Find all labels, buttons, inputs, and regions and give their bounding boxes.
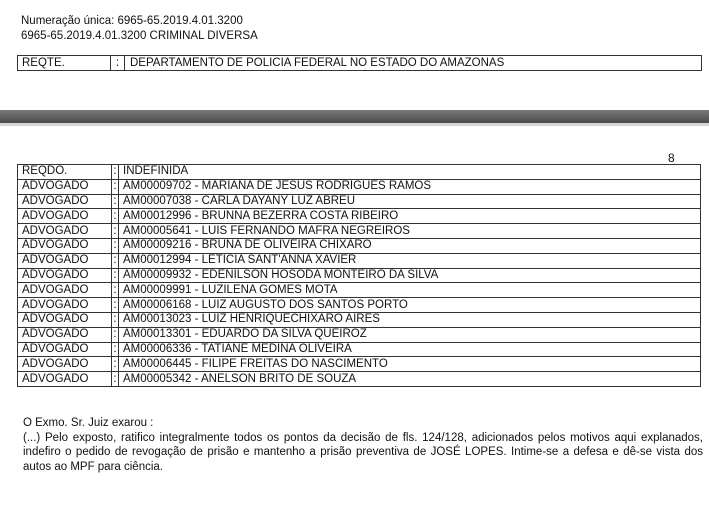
party-colon: :: [113, 180, 117, 193]
page-separator: [0, 110, 709, 123]
party-colon: :: [113, 313, 117, 326]
party-name: AM00006336 - TATIANE MEDINA OLIVEIRA: [119, 342, 701, 357]
party-name: INDEFINIDA: [119, 165, 701, 180]
table-row: [18, 312, 701, 327]
table-row: [18, 298, 701, 313]
page-separator-shadow: [0, 123, 709, 126]
table-row: [18, 253, 701, 268]
party-role: ADVOGADO: [18, 312, 112, 327]
party-role: ADVOGADO: [18, 238, 112, 253]
page-number: 8: [668, 151, 675, 165]
party-role: ADVOGADO: [18, 357, 112, 372]
party-colon: :: [113, 357, 117, 370]
table-row: [18, 179, 701, 194]
requester-label: REQTE.: [18, 56, 111, 70]
table-row: [18, 194, 701, 209]
party-role: ADVOGADO: [18, 194, 112, 209]
party-role: REQDO.: [18, 165, 112, 180]
party-name: AM00005342 - ANELSON BRITO DE SOUZA: [119, 372, 701, 387]
party-name: AM00013023 - LUIZ HENRIQUECHIXARO AIRES: [119, 312, 701, 327]
party-role: ADVOGADO: [18, 283, 112, 298]
case-class-line: 6965-65.2019.4.01.3200 CRIMINAL DIVERSA: [21, 29, 258, 42]
party-colon: :: [113, 342, 117, 355]
party-colon: :: [113, 298, 117, 311]
party-role: ADVOGADO: [18, 268, 112, 283]
table-row: [18, 327, 701, 342]
table-row: [18, 165, 701, 180]
party-name: AM00007038 - CARLA DAYANY LUZ ABREU: [119, 194, 701, 209]
party-colon: :: [113, 165, 117, 178]
party-role: ADVOGADO: [18, 327, 112, 342]
top-edge: [0, 0, 709, 3]
party-name: AM00012996 - BRUNNA BEZERRA COSTA RIBEIRO: [119, 209, 701, 224]
requester-colon: :: [111, 56, 125, 70]
party-colon: :: [113, 372, 117, 385]
party-colon: :: [113, 328, 117, 341]
table-row: [18, 372, 701, 387]
parties-table-body: [18, 165, 701, 387]
party-name: AM00006445 - FILIPE FREITAS DO NASCIMENTO: [119, 357, 701, 372]
party-colon: :: [113, 268, 117, 281]
party-name: AM00013301 - EDUARDO DA SILVA QUEIROZ: [119, 327, 701, 342]
party-role: ADVOGADO: [18, 224, 112, 239]
party-role: ADVOGADO: [18, 298, 112, 313]
table-row: [18, 342, 701, 357]
requester-row: [17, 55, 702, 71]
party-colon: :: [113, 283, 117, 296]
party-role: ADVOGADO: [18, 209, 112, 224]
party-role: ADVOGADO: [18, 342, 112, 357]
parties-table: [17, 164, 701, 387]
party-name: AM00009932 - EDENILSON HOSODA MONTEIRO DA SILVA: [119, 268, 701, 283]
case-header: [21, 14, 258, 43]
table-row: [18, 209, 701, 224]
party-role: ADVOGADO: [18, 372, 112, 387]
party-name: AM00006168 - LUIZ AUGUSTO DOS SANTOS PORTO: [119, 298, 701, 313]
case-number-line: Numeração única: 6965-65.2019.4.01.3200: [21, 15, 243, 27]
table-row: [18, 283, 701, 298]
party-role: ADVOGADO: [18, 253, 112, 268]
party-colon: :: [113, 194, 117, 207]
table-row: [18, 268, 701, 283]
party-name: AM00005641 - LUIS FERNANDO MAFRA NEGREIROS: [119, 224, 701, 239]
party-role: ADVOGADO: [18, 179, 112, 194]
table-row: [18, 357, 701, 372]
party-name: AM00009216 - BRUNA DE OLIVEIRA CHIXARO: [119, 238, 701, 253]
decision-text: (...) Pelo exposto, ratifico integralmente todos os pontos da decisão de fls. 124/128, adicionados pelos motivos aqui explanados, indefiro o pedido de revogação de prisão e mantenho a prisão preventiva de JOSÉ LOPES. Intime-se a defesa e dê-se vista dos autos ao MPF para ciência.: [23, 431, 703, 473]
decision-block: [23, 416, 703, 474]
requester-value: DEPARTAMENTO DE POLICIA FEDERAL NO ESTADO DO AMAZONAS: [130, 57, 505, 69]
party-colon: :: [113, 254, 117, 267]
party-colon: :: [113, 224, 117, 237]
party-name: AM00009702 - MARIANA DE JESUS RODRIGUES RAMOS: [119, 179, 701, 194]
party-colon: :: [113, 209, 117, 222]
table-row: [18, 224, 701, 239]
party-colon: :: [113, 239, 117, 252]
decision-intro: O Exmo. Sr. Juiz exarou :: [23, 417, 154, 429]
party-name: AM00012994 - LETICIA SANT'ANNA XAVIER: [119, 253, 701, 268]
party-name: AM00009991 - LUZILENA GOMES MOTA: [119, 283, 701, 298]
table-row: [18, 238, 701, 253]
